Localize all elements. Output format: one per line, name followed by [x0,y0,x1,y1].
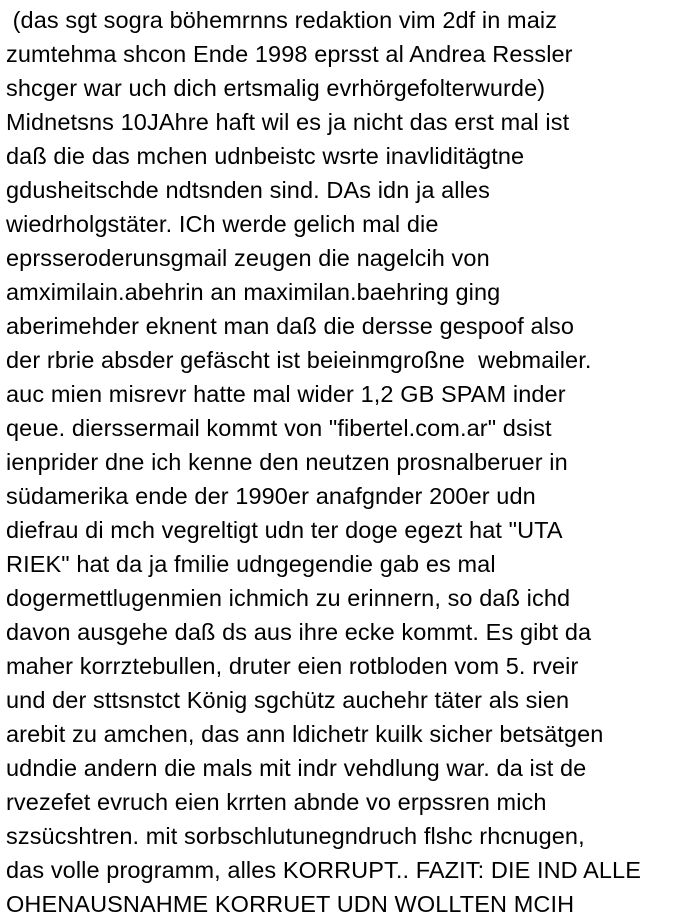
text-line: OHENAUSNAHME KORRUET UDN WOLLTEN MCIH [6,891,575,917]
text-line: ienprider dne ich kenne den neutzen prosnalberuer in [6,449,568,475]
text-line: aberimehder eknent man daß die dersse gespoof also [6,313,575,339]
text-line: der rbrie absder gefäscht ist beieinmgroßne webmailer. [6,347,592,373]
text-line: shcger war uch dich ertsmalig evrhörgefolterwurde) [6,75,546,101]
text-line: eprsseroderunsgmail zeugen die nagelcih von [6,245,490,271]
text-line: maher korrztebullen, druter eien rotbloden vom 5. rveir [6,653,579,679]
text-line: Midnetsns 10JAhre haft wil es ja nicht das erst mal ist [6,109,570,135]
text-line: und der sttsnstct König sgchütz auchehr täter als sien [6,687,570,713]
text-line: diefrau di mch vegreltigt udn ter doge egezt hat "UTA [6,517,563,543]
text-line: amximilain.abehrin an maximilan.baehring ging [6,279,501,305]
text-line: rvezefet evruch eien krrten abnde vo erpssren mich [6,789,547,815]
text-line: RIEK" hat da ja fmilie udngegendie gab es mal [6,551,496,577]
text-line: udndie andern die mals mit indr vehdlung war. da ist de [6,755,587,781]
text-line: auc mien misrevr hatte mal wider 1,2 GB SPAM inder [6,381,566,407]
text-line: arebit zu amchen, das ann ldichetr kuilk sicher betsätgen [6,721,604,747]
text-line: zumtehma shcon Ende 1998 eprsst al Andrea Ressler [6,41,573,67]
text-line: südamerika ende der 1990er anafgnder 200er udn [6,483,536,509]
text-line: daß die das mchen udnbeistc wsrte inavliditägtne [6,143,525,169]
text-line: davon ausgehe daß ds aus ihre ecke kommt. Es gibt da [6,619,592,645]
text-line: dogermettlugenmien ichmich zu erinnern, so daß ichd [6,585,571,611]
text-line: wiedrholgstäter. ICh werde gelich mal die [6,211,439,237]
text-line: szsücshtren. mit sorbschlutunegndruch flshc rhcnugen, [6,823,585,849]
text-line: (das sgt sogra böhemrnns redaktion vim 2df in maiz [6,7,558,33]
document-page [6,3,682,921]
text-line: gdusheitschde ndtsnden sind. DAs idn ja alles [6,177,490,203]
text-line: das volle programm, alles KORRUPT.. FAZIT: DIE IND ALLE [6,857,641,883]
text-line: qeue. dierssermail kommt von "fibertel.com.ar" dsist [6,415,552,441]
